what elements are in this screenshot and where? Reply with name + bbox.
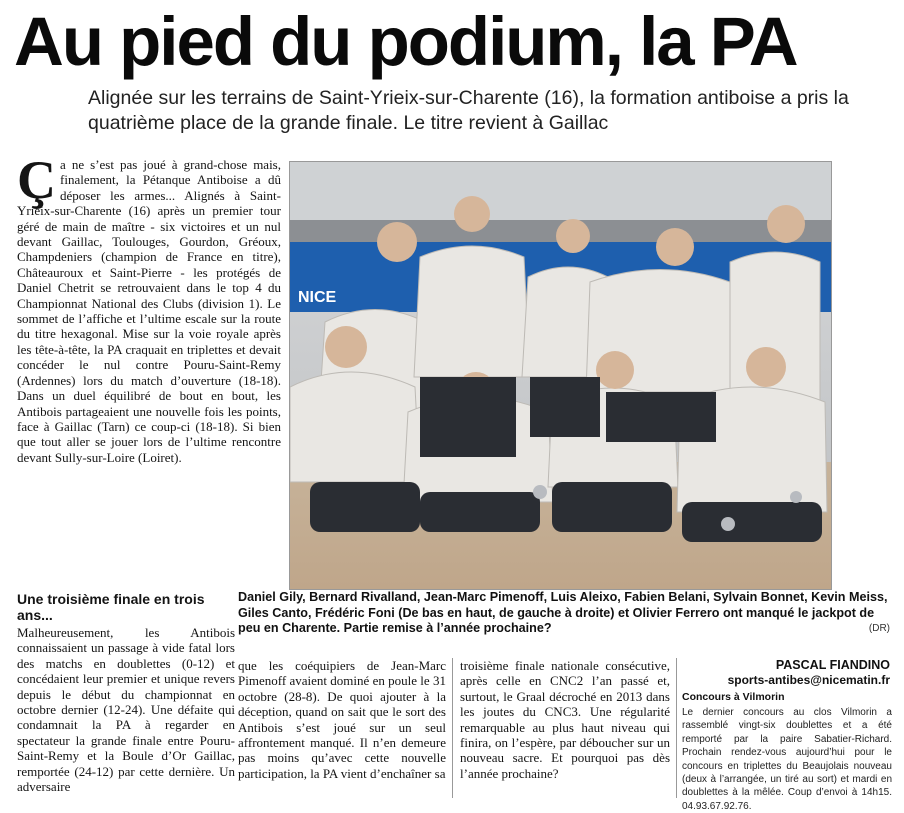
- article-paragraph-1: [17, 150, 281, 465]
- column-rule: [452, 658, 453, 798]
- column-rule: [676, 658, 677, 798]
- team-photo-illustration: [290, 162, 831, 589]
- article-text-3: que les coéquipiers de Jean-Marc Pimenoff avaient dominé en poule le 31 octobre (28-8). De quoi ajouter à la déception, quand on sait que le sort des Antibois s’est joué sur un seul affrontement manqué. Il n’en demeure pas moins qu’avec cette nouvelle participation, la PA vient d’enchaîner sa: [238, 658, 446, 781]
- team-photo: [289, 161, 832, 590]
- brief-title: Concours à Vilmorin: [682, 691, 785, 703]
- headline: Au pied du podium, la PA: [14, 3, 797, 80]
- article-column-3: [460, 658, 670, 781]
- article-column-1: [17, 150, 281, 465]
- subheadline: Alignée sur les terrains de Saint-Yrieix-sur-Charente (16), la formation antiboise a pris la quatrième place de la grande finale. Le titre revient à Gaillac: [88, 87, 849, 134]
- article-column-1-bottom: [17, 589, 235, 794]
- article-text-4: troisième finale nationale consécutive, après celle en CNC2 l’an passé et, surtout, le Graal décroché en 2013 dans les joutes du CNC3. Une régularité remarquable au plus haut niveau qui finira, on l’espère, par déboucher sur un nouveau sacre. Et pourquoi pas dès l’année prochaine?: [460, 658, 670, 781]
- dropcap: Ç: [17, 150, 56, 210]
- author-name: PASCAL FIANDINO: [775, 658, 890, 672]
- photo-caption: Daniel Gily, Bernard Rivalland, Jean-Marc Pimenoff, Luis Aleixo, Fabien Belani, Sylvain Bonnet, Kevin Meiss, Giles Canto, Frédéric Foni (De bas en haut, de gauche à droite) et Olivier Ferrero ont manqué le jackpot de peu en Charente. Partie remise à l’année prochaine?: [238, 590, 888, 635]
- author-email: sports-antibes@nicematin.fr: [727, 673, 890, 687]
- article-text-1: a ne s’est pas joué à grand-chose mais, finalement, la Pétanque Antiboise a dû déposer les armes... Alignés à Saint-Yrieix-sur-Charente (16) après un premier tour géré de main de maître - six victoires et un nul devant Gaillac, Toulouges, Gourdon, Gréoux, Champdeniers (champion de France en titre), Châteauroux et Saint-Pierre - les protégés de Daniel Chetrit se retrouvaient dans le top 4 du Championnat National des Clubs (division 1). Le sommet de l’affiche et l’ultime escale sur la route du titre hexagonal. Mise sur la voie royale après les tête-à-tête, la PA craquait en triplettes et devait concéder le nul contre Pouru-Saint-Remy (Ardennes) lors du match d’ouverture (18-18). Dans un duel équilibré de bout en bout, les Antibois partageaient une nouvelle fois les points, face à Gaillac (Tarn) ce coup-ci (18-18). Si bien que tout aller se jouer lors de l’ultime rencontre devant Sully-sur-Loire (Loiret).: [17, 157, 281, 465]
- photo-credit: (DR): [868, 623, 890, 634]
- article-text-2: Malheureusement, les Antibois connaissaient un passage à vide fatal lors des matchs en doublettes (0-12) et concédaient leur premier et unique revers depuis le début du championnat en octobre dernier (12-24). Une défaite qui condamnait la PA à regarder en spectateur la grande finale entre Pouru-Saint-Remy et la Boule d’Or Gaillac, remportée (24-12) par cette dernière. Un adversaire: [17, 625, 235, 795]
- brief-text: Le dernier concours au clos Vilmorin a rassemblé vingt-six doublettes et a été remporté par la paire Sabatier-Richard. Prochain rendez-vous aujourd’hui pour le concours en triplettes du Beaujolais nouveau (deux à l’arrangée, un tiré au sort) et mardi en doublettes à la mêlée. Coup d’envoi à 14h15. 04.93.67.92.76.: [682, 707, 892, 812]
- article-column-2: [238, 658, 446, 781]
- interheading: Une troisième finale en trois ans...: [17, 591, 205, 623]
- banner-text: NICE: [298, 289, 337, 306]
